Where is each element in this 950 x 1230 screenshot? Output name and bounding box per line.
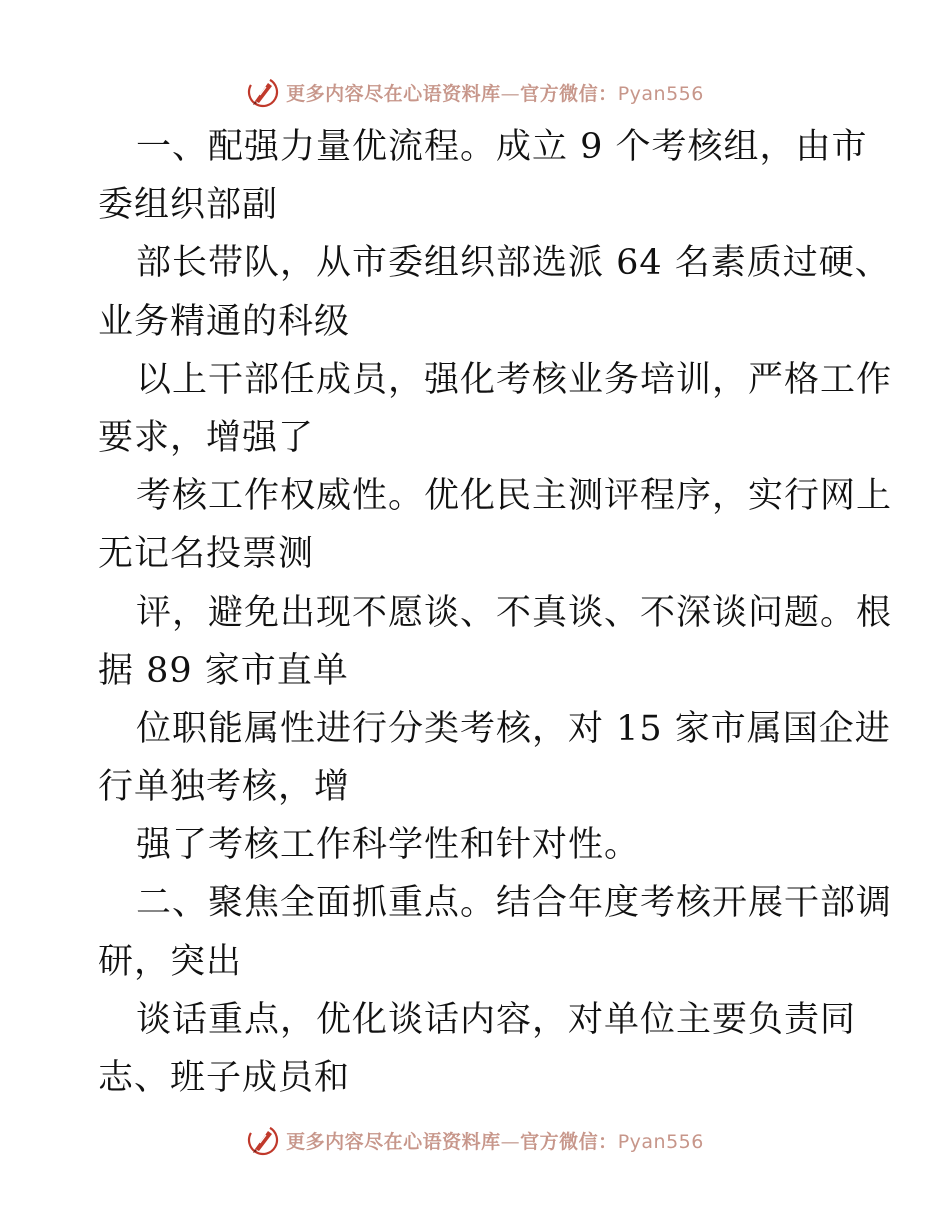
text-line: 强了考核工作科学性和针对性。 [136, 825, 641, 866]
text-line: 要求，增强了 [98, 417, 315, 458]
text-line: 研，突出 [98, 941, 243, 982]
header-banner-text [286, 79, 704, 106]
text-line: 一、配强力量优流程。成立 9 个考核组，由市 [136, 127, 868, 167]
quill-pen-logo-icon [246, 1123, 280, 1157]
text-line: 二、聚焦全面抓重点。结合年度考核开展干部调 [136, 883, 893, 924]
footer-wechat-id: Pyan556 [617, 1130, 704, 1153]
text-line: 业务精通的科级 [98, 301, 351, 342]
header-separator: — [500, 82, 521, 105]
quill-pen-logo-icon [246, 75, 280, 109]
footer-banner-text [286, 1127, 704, 1154]
header-site-name: 更多内容尽在心语资料库 [286, 82, 501, 105]
text-line: 行单独考核，增 [98, 767, 351, 808]
text-line: 以上干部任成员，强化考核业务培训，严格工作 [136, 359, 893, 400]
text-line: 部长带队，从市委组织部选派 64 名素质过硬、 [136, 243, 891, 284]
text-line: 位职能属性进行分类考核，对 15 家市属国企进 [136, 708, 891, 749]
text-line: 考核工作权威性。优化民主测评程序，实行网上 [136, 476, 893, 517]
header-wechat-label: 官方微信： [520, 82, 618, 105]
text-line: 无记名投票测 [98, 534, 315, 575]
text-line: 谈话重点，优化谈话内容，对单位主要负责同 [136, 999, 857, 1040]
text-line: 志、班子成员和 [98, 1058, 351, 1098]
document-body [98, 118, 893, 1107]
footer-wechat-label: 官方微信： [520, 1130, 618, 1153]
footer-separator: — [500, 1130, 521, 1153]
text-line: 据 89 家市直单 [98, 650, 349, 691]
text-line: 委组织部副 [98, 185, 279, 226]
header-watermark-banner [0, 72, 950, 112]
footer-watermark-banner [0, 1120, 950, 1160]
header-wechat-id: Pyan556 [617, 82, 704, 105]
footer-site-name: 更多内容尽在心语资料库 [286, 1130, 501, 1153]
text-line: 评，避免出现不愿谈、不真谈、不深谈问题。根 [136, 592, 893, 633]
